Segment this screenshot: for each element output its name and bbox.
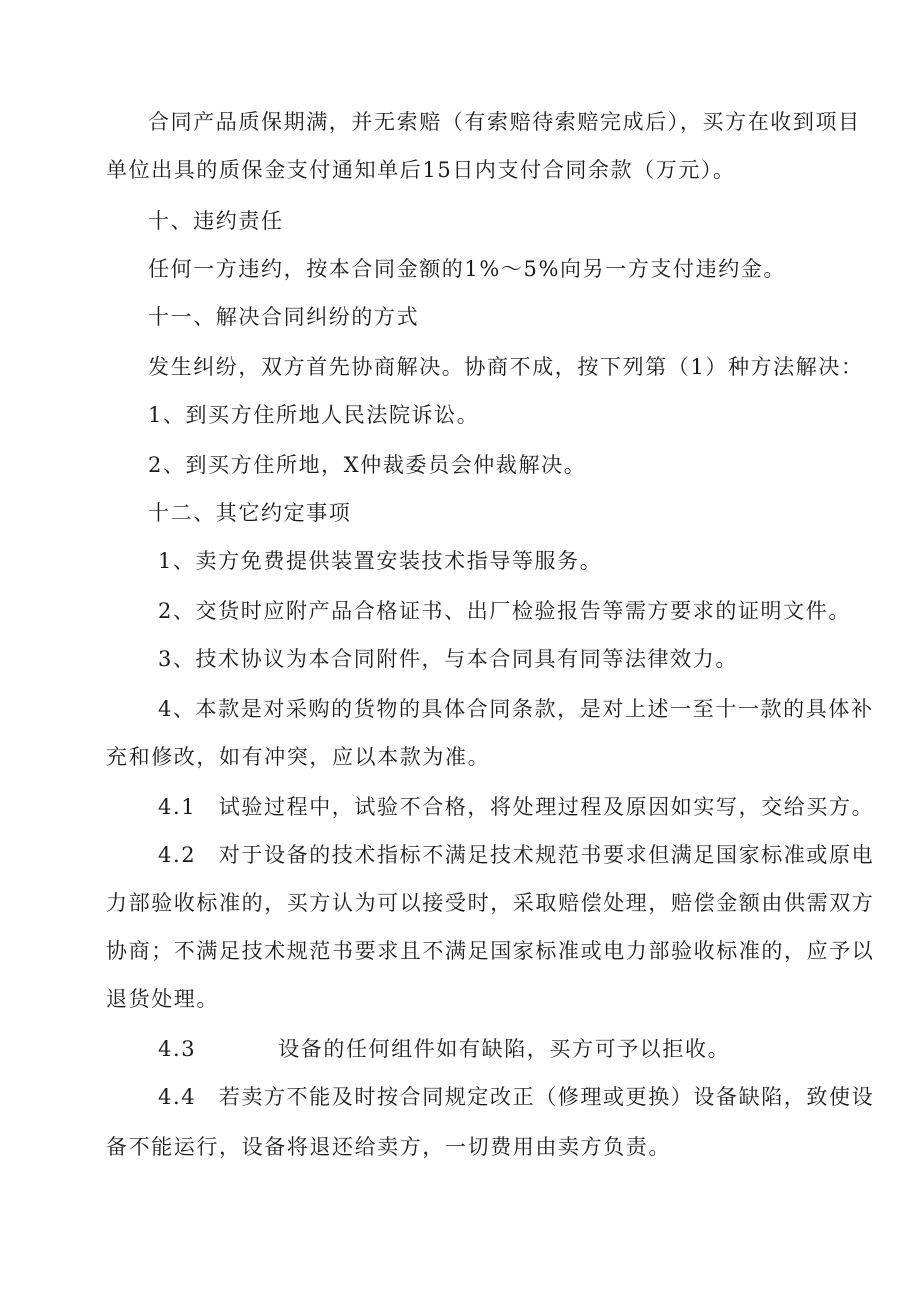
section-12-item-4-2-line-3: 协商；不满足技术规范书要求且不满足国家标准或电力部验收标准的，应予以 [106,939,875,963]
section-11-option-2: 2、到买方住所地，X仲裁委员会仲裁解决。 [148,453,587,477]
section-12-item-4-4-line-1: 4.4 若卖方不能及时按合同规定改正（修理或更换）设备缺陷，致使设 [158,1085,875,1109]
section-11-heading: 十一、解决合同纠纷的方式 [148,305,420,329]
section-12-item-4-line-1: 4、本款是对采购的货物的具体合同条款，是对上述一至十一款的具体补 [158,697,874,721]
section-12-item-4-2-line-2: 力部验收标准的，买方认为可以接受时，采取赔偿处理，赔偿金额由供需双方 [106,891,875,915]
section-11-text: 发生纠纷，双方首先协商解决。协商不成，按下列第（1）种方法解决： [148,355,864,379]
section-12-item-4-3 [158,1036,730,1062]
section-12-item-4-4-line-2: 备不能运行，设备将退还给卖方，一切费用由卖方负责。 [106,1135,671,1159]
section-12-item-4-2-line-1: 4.2 对于设备的技术指标不满足技术规范书要求但满足国家标准或原电 [158,843,875,867]
section-12-item-4-2-line-4: 退货处理。 [106,987,219,1011]
warranty-paragraph-line-1: 合同产品质保期满，并无索赔（有索赔待索赔完成后），买方在收到项目 [148,110,861,134]
warranty-paragraph-line-2: 单位出具的质保金支付通知单后15日内支付合同余款（万元）。 [106,158,736,182]
section-12-item-4-line-2: 充和修改，如有冲突，应以本款为准。 [106,745,491,769]
section-12-item-4-1: 4.1 试验过程中，试验不合格，将处理过程及原因如实写，交给买方。 [158,795,875,819]
section-12-item-4-3-number: 4.3 [158,1037,197,1061]
section-10-heading: 十、违约责任 [148,209,284,233]
section-12-item-4-3-text: 设备的任何组件如有缺陷，买方可予以拒收。 [278,1037,731,1061]
section-12-item-3: 3、技术协议为本合同附件，与本合同具有同等法律效力。 [158,647,738,671]
section-10-text: 任何一方违约，按本合同金额的1%～5%向另一方支付违约金。 [148,257,787,281]
section-12-heading: 十二、其它约定事项 [148,501,352,525]
section-12-item-1: 1、卖方免费提供装置安装技术指导等服务。 [158,549,603,573]
section-11-option-1: 1、到买方住所地人民法院诉讼。 [148,403,480,427]
section-12-item-2: 2、交货时应附产品合格证书、出厂检验报告等需方要求的证明文件。 [158,599,851,623]
